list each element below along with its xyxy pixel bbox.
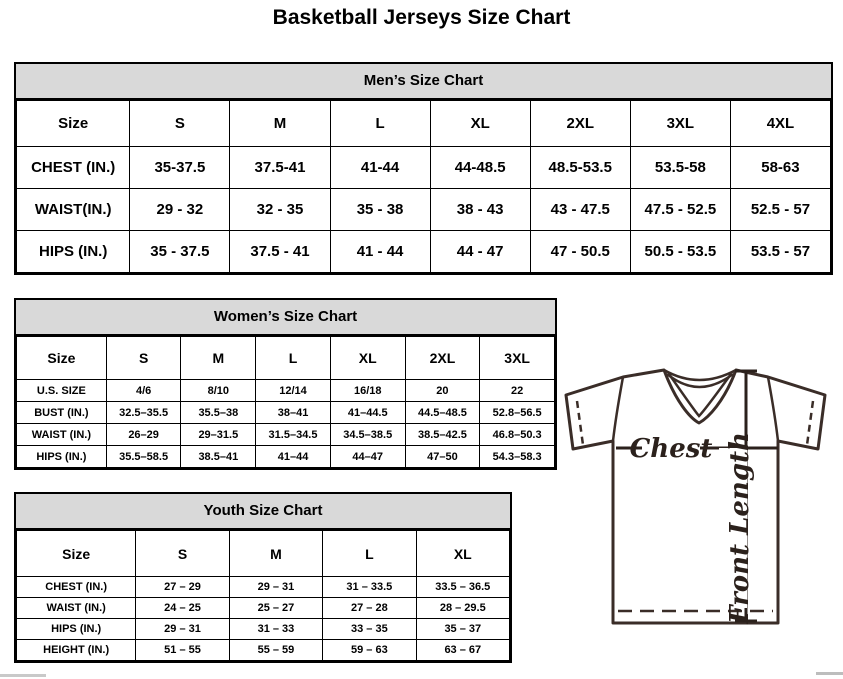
size-cell: 41–44.5: [330, 402, 405, 424]
size-cell: 35.5–58.5: [106, 446, 181, 468]
size-cell: 48.5-53.5: [530, 147, 630, 189]
page-title: Basketball Jerseys Size Chart: [272, 6, 571, 29]
horizontal-scrollbar-fragment-left[interactable]: [0, 674, 46, 677]
size-cell: 52.8–56.5: [480, 402, 555, 424]
size-cell: 44-48.5: [430, 147, 530, 189]
size-cell: 50.5 - 53.5: [630, 231, 730, 273]
size-cell: 38 - 43: [430, 189, 530, 231]
size-cell: 29 – 31: [229, 577, 322, 598]
size-column-header: 3XL: [480, 337, 555, 380]
size-cell: 47.5 - 52.5: [630, 189, 730, 231]
size-cell: 29 - 32: [130, 189, 230, 231]
header-row: [17, 101, 831, 147]
front-length-label-group: [719, 432, 755, 625]
size-cell: 32.5–35.5: [106, 402, 181, 424]
table-row: [17, 424, 555, 446]
size-column-header: M: [230, 101, 330, 147]
row-label: BUST (IN.): [17, 402, 107, 424]
size-corner-header: Size: [17, 101, 130, 147]
table-row: [17, 640, 510, 661]
size-column-header: XL: [430, 101, 530, 147]
size-cell: 41-44: [330, 147, 430, 189]
row-label: CHEST (IN.): [17, 147, 130, 189]
size-cell: 31.5–34.5: [256, 424, 331, 446]
size-column-header: L: [256, 337, 331, 380]
row-label: HIPS (IN.): [17, 619, 136, 640]
size-cell: 16/18: [330, 380, 405, 402]
size-cell: 46.8–50.3: [480, 424, 555, 446]
size-cell: 25 – 27: [229, 598, 322, 619]
womens-size-chart: [14, 298, 557, 470]
size-cell: 37.5 - 41: [230, 231, 330, 273]
size-column-header: M: [181, 337, 256, 380]
size-cell: 51 – 55: [136, 640, 229, 661]
size-cell: 31 – 33.5: [323, 577, 416, 598]
size-cell: 55 – 59: [229, 640, 322, 661]
youth-size-chart-title: Youth Size Chart: [16, 494, 510, 530]
size-cell: 38.5–41: [181, 446, 256, 468]
row-label: HEIGHT (IN.): [17, 640, 136, 661]
size-cell: 29 – 31: [136, 619, 229, 640]
table-row: [17, 446, 555, 468]
size-cell: 53.5-58: [630, 147, 730, 189]
size-cell: 33 – 35: [323, 619, 416, 640]
size-cell: 44 - 47: [430, 231, 530, 273]
size-cell: 20: [405, 380, 480, 402]
size-cell: 31 – 33: [229, 619, 322, 640]
mens-size-chart: [14, 62, 833, 275]
size-cell: 24 – 25: [136, 598, 229, 619]
size-column-header: 3XL: [630, 101, 730, 147]
row-label: WAIST (IN.): [17, 424, 107, 446]
table-row: [17, 380, 555, 402]
table-row: [17, 577, 510, 598]
size-corner-header: Size: [17, 337, 107, 380]
table-row: [17, 598, 510, 619]
row-label: CHEST (IN.): [17, 577, 136, 598]
size-column-header: L: [323, 531, 416, 577]
size-cell: 22: [480, 380, 555, 402]
size-cell: 4/6: [106, 380, 181, 402]
size-cell: 27 – 28: [323, 598, 416, 619]
size-column-header: 2XL: [530, 101, 630, 147]
size-cell: 38.5–42.5: [405, 424, 480, 446]
size-cell: 52.5 - 57: [730, 189, 830, 231]
size-cell: 59 – 63: [323, 640, 416, 661]
womens-size-chart-title: Women’s Size Chart: [16, 300, 555, 336]
row-label: U.S. SIZE: [17, 380, 107, 402]
youth-size-chart: [14, 492, 512, 663]
table-row: [17, 402, 555, 424]
size-cell: 41–44: [256, 446, 331, 468]
horizontal-scrollbar-fragment-right[interactable]: [816, 672, 843, 675]
size-cell: 27 – 29: [136, 577, 229, 598]
size-cell: 34.5–38.5: [330, 424, 405, 446]
size-cell: 32 - 35: [230, 189, 330, 231]
size-column-header: L: [330, 101, 430, 147]
table-row: [17, 619, 510, 640]
size-column-header: S: [130, 101, 230, 147]
mens-size-table: [16, 100, 831, 273]
mens-size-chart-title: Men’s Size Chart: [16, 64, 831, 100]
size-cell: 35.5–38: [181, 402, 256, 424]
size-cell: 26–29: [106, 424, 181, 446]
row-label: HIPS (IN.): [17, 231, 130, 273]
row-label: WAIST(IN.): [17, 189, 130, 231]
size-cell: 41 - 44: [330, 231, 430, 273]
chest-label: Chest: [629, 434, 713, 464]
row-label: HIPS (IN.): [17, 446, 107, 468]
youth-size-table: [16, 530, 510, 661]
row-label: WAIST (IN.): [17, 598, 136, 619]
size-cell: 33.5 – 36.5: [416, 577, 509, 598]
size-cell: 54.3–58.3: [480, 446, 555, 468]
size-cell: 44–47: [330, 446, 405, 468]
size-cell: 38–41: [256, 402, 331, 424]
size-cell: 12/14: [256, 380, 331, 402]
size-cell: 28 – 29.5: [416, 598, 509, 619]
size-cell: 47–50: [405, 446, 480, 468]
size-cell: 58-63: [730, 147, 830, 189]
size-cell: 35-37.5: [130, 147, 230, 189]
size-column-header: S: [106, 337, 181, 380]
size-column-header: XL: [416, 531, 509, 577]
size-cell: 63 – 67: [416, 640, 509, 661]
front-length-label: Front Length: [725, 432, 755, 624]
size-cell: 43 - 47.5: [530, 189, 630, 231]
size-column-header: S: [136, 531, 229, 577]
table-row: [17, 231, 831, 273]
table-row: [17, 147, 831, 189]
size-column-header: 2XL: [405, 337, 480, 380]
jersey-outline-shape: [566, 370, 825, 623]
table-row: [17, 189, 831, 231]
size-cell: 29–31.5: [181, 424, 256, 446]
header-row: [17, 531, 510, 577]
size-corner-header: Size: [17, 531, 136, 577]
womens-size-table: [16, 336, 555, 468]
jersey-measurement-diagram: [556, 360, 843, 656]
size-cell: 35 – 37: [416, 619, 509, 640]
size-cell: 53.5 - 57: [730, 231, 830, 273]
size-column-header: M: [229, 531, 322, 577]
size-cell: 37.5-41: [230, 147, 330, 189]
size-cell: 8/10: [181, 380, 256, 402]
size-cell: 47 - 50.5: [530, 231, 630, 273]
size-cell: 35 - 38: [330, 189, 430, 231]
header-row: [17, 337, 555, 380]
size-cell: 35 - 37.5: [130, 231, 230, 273]
size-column-header: 4XL: [730, 101, 830, 147]
size-column-header: XL: [330, 337, 405, 380]
size-cell: 44.5–48.5: [405, 402, 480, 424]
